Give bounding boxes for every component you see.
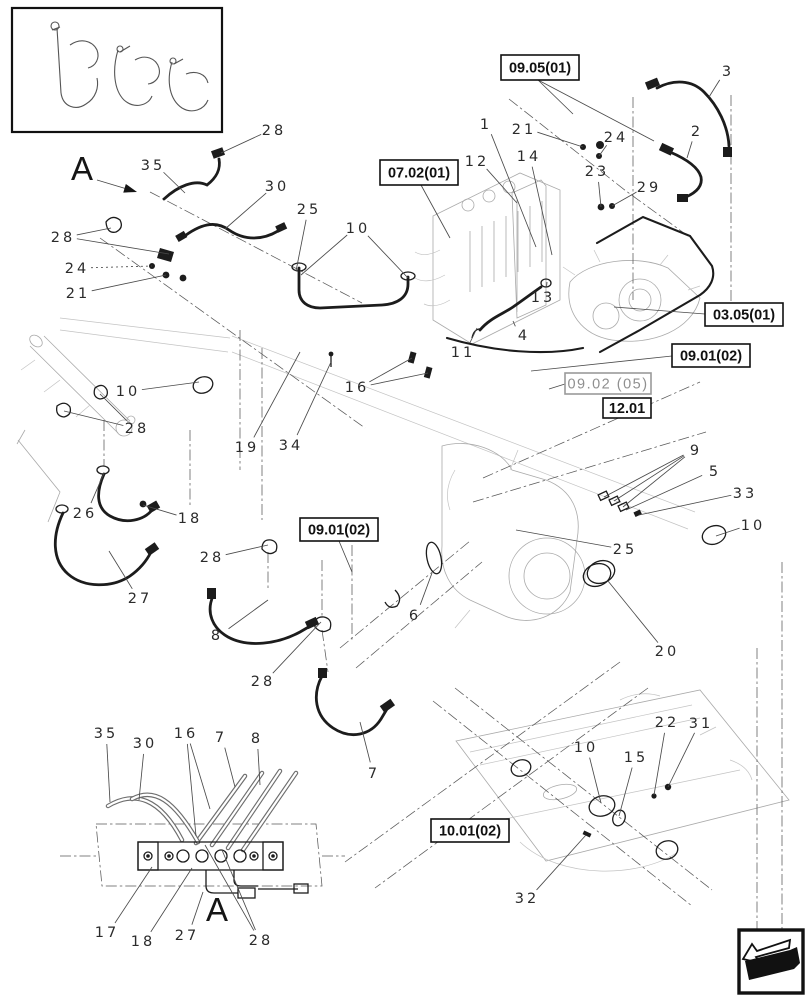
view-letter: A <box>70 150 94 187</box>
callout-number: 28 <box>50 230 76 246</box>
leader-line <box>225 748 235 787</box>
callout-4 <box>513 321 530 344</box>
callout-number: 19 <box>234 440 260 456</box>
callout-2 <box>687 124 703 158</box>
ref-box-label: 07.02(01) <box>387 165 451 182</box>
callout-30 <box>225 179 289 229</box>
callout-13 <box>531 282 555 306</box>
callout-number: 6 <box>408 608 422 624</box>
leader-line <box>487 169 517 203</box>
leader-line <box>192 892 203 925</box>
ref-box-07-02-01-[interactable] <box>380 160 458 238</box>
callout-23 <box>585 164 609 207</box>
callout-33 <box>639 486 757 515</box>
callout-number: 28 <box>199 550 225 566</box>
leader-line <box>421 185 450 238</box>
callout-number: 33 <box>732 486 758 502</box>
callout-22 <box>654 715 679 795</box>
leader-line <box>687 141 692 158</box>
callout-16 <box>174 726 210 836</box>
callout-number: 24 <box>603 130 629 146</box>
callout-10 <box>716 518 765 536</box>
leader-line <box>599 182 601 207</box>
callout-number: 27 <box>174 928 200 944</box>
callout-10 <box>574 740 601 803</box>
callout-15 <box>619 750 648 816</box>
callout-number: 8 <box>250 731 264 747</box>
callout-7 <box>215 730 235 787</box>
callout-28 <box>251 622 321 690</box>
machinery-sketch <box>17 173 789 871</box>
callout-number: 30 <box>264 179 290 195</box>
callout-number: 11 <box>450 345 476 361</box>
leader-line <box>537 835 586 890</box>
callout-number: 9 <box>689 443 703 459</box>
callout-number: 23 <box>584 164 610 180</box>
callout-number: 18 <box>177 511 203 527</box>
callout-number: 30 <box>132 736 158 752</box>
leader-line <box>538 80 573 114</box>
callout-29 <box>612 180 661 206</box>
callout-number: 4 <box>517 328 531 344</box>
callout-number: 25 <box>612 542 638 558</box>
callout-number: 16 <box>173 726 199 742</box>
leader-line <box>301 235 347 275</box>
ref-box-label: 09.02 (05) <box>567 376 649 393</box>
ref-box-09-01-02-[interactable] <box>531 344 750 371</box>
leader-line <box>709 80 720 97</box>
callout-number: 17 <box>94 925 120 941</box>
callout-number: 28 <box>261 123 287 139</box>
callout-number: 21 <box>511 122 537 138</box>
leader-line <box>142 382 199 390</box>
leader-line <box>77 239 169 254</box>
ref-box-12-01[interactable] <box>603 398 651 418</box>
overview-thumbnail <box>12 8 222 132</box>
leader-line <box>668 733 695 787</box>
callout-28 <box>64 394 149 437</box>
leader-line <box>190 743 210 809</box>
callout-5 <box>626 464 721 510</box>
callout-8 <box>211 600 268 644</box>
leader-line <box>107 744 110 802</box>
ref-box-label: 12.01 <box>608 401 646 417</box>
leader-line <box>516 530 611 547</box>
callout-30 <box>133 736 157 800</box>
leader-line <box>369 358 412 382</box>
view-letter-a-main <box>71 150 137 193</box>
callout-number: 10 <box>345 221 371 237</box>
callout-number: 24 <box>64 261 90 277</box>
callout-number: 18 <box>130 934 156 950</box>
leader-line <box>77 228 111 235</box>
callout-number: 14 <box>516 149 542 165</box>
leader-line <box>297 362 331 435</box>
ref-box-label: 03.05(01) <box>712 307 776 324</box>
callout-27 <box>175 892 203 944</box>
ref-box-label: 10.01(02) <box>438 823 502 840</box>
callout-28 <box>200 545 268 566</box>
callout-number: 13 <box>530 290 556 306</box>
ref-box-label: 09.01(02) <box>307 522 371 539</box>
callout-28 <box>221 123 286 153</box>
callout-number: 34 <box>278 438 304 454</box>
callout-number: 28 <box>248 933 274 949</box>
callout-number: 12 <box>464 154 490 170</box>
callout-number: 8 <box>210 628 224 644</box>
leader-line <box>608 581 658 643</box>
callout-10 <box>301 221 408 278</box>
callout-number: 28 <box>250 674 276 690</box>
leader-line <box>626 475 702 510</box>
callout-number: 5 <box>708 464 722 480</box>
callout-number: 29 <box>636 180 662 196</box>
leader-line <box>371 373 428 385</box>
callout-35 <box>94 726 118 802</box>
callout-32 <box>515 835 586 907</box>
callout-number: 10 <box>740 518 766 534</box>
callout-number: 32 <box>514 891 540 907</box>
leader-line <box>339 541 352 572</box>
leader-line <box>151 868 192 932</box>
leader-line <box>368 236 408 278</box>
leader-line <box>360 722 370 762</box>
ref-box-label: 09.05(01) <box>508 60 572 77</box>
leader-line <box>537 132 583 147</box>
view-arrowhead <box>123 184 137 193</box>
callout-20 <box>608 581 679 660</box>
ref-box-label: 09.01(02) <box>679 348 743 365</box>
callout-number: 26 <box>72 506 98 522</box>
nav-arrow-button[interactable] <box>739 930 803 993</box>
callout-number: 10 <box>573 740 599 756</box>
leader-line <box>91 266 152 268</box>
callout-3 <box>709 64 734 97</box>
callout-34 <box>279 362 331 454</box>
callout-number: 25 <box>296 202 322 218</box>
callout-24 <box>599 130 628 156</box>
leader-line <box>538 80 654 141</box>
callout-number: 7 <box>367 766 381 782</box>
view-letter: A <box>205 891 229 928</box>
detail-view-a <box>60 771 345 898</box>
ref-box-09-02-05-[interactable] <box>549 373 651 394</box>
callout-24 <box>65 261 152 277</box>
leader-line <box>115 867 152 923</box>
callout-number: 35 <box>140 158 166 174</box>
callout-number: 3 <box>721 64 735 80</box>
callout-6 <box>409 573 432 624</box>
callout-21 <box>66 275 166 302</box>
leader-line <box>229 600 268 629</box>
leader-line <box>654 733 665 795</box>
leader-line <box>420 573 432 605</box>
leader-line <box>273 622 321 673</box>
leader-line <box>590 758 601 803</box>
leader-line <box>470 328 477 342</box>
callout-14 <box>517 149 552 255</box>
callout-number: 21 <box>65 286 91 302</box>
callout-21 <box>512 122 583 147</box>
leader-line <box>716 528 740 536</box>
leader-line <box>225 193 266 229</box>
callout-number: 20 <box>654 644 680 660</box>
leader-line <box>531 356 672 371</box>
leader-line <box>92 275 166 291</box>
callout-number: 2 <box>690 124 704 140</box>
callout-16 <box>345 358 428 396</box>
callout-number: 28 <box>124 421 150 437</box>
callout-number: 10 <box>115 384 141 400</box>
leader-line <box>226 545 268 555</box>
callout-number: 7 <box>214 730 228 746</box>
callout-number: 22 <box>654 715 680 731</box>
callout-number: 15 <box>623 750 649 766</box>
callout-number: 35 <box>93 726 119 742</box>
ref-box-03-05-01-[interactable] <box>614 303 783 326</box>
ref-box-10-01-02-[interactable] <box>431 819 509 842</box>
callout-number: 31 <box>688 716 714 732</box>
view-letter-a-detail <box>206 891 228 928</box>
callout-17 <box>95 867 152 941</box>
leader-line <box>619 768 632 816</box>
leader-line <box>64 411 123 426</box>
view-arrow <box>97 180 129 190</box>
callout-number: 1 <box>479 117 493 133</box>
ref-box-09-01-02-[interactable] <box>300 518 378 572</box>
callout-number: 16 <box>344 380 370 396</box>
callout-number: 27 <box>127 591 153 607</box>
leader-line <box>221 134 261 153</box>
callout-10 <box>116 382 199 400</box>
leader-line <box>549 384 565 389</box>
